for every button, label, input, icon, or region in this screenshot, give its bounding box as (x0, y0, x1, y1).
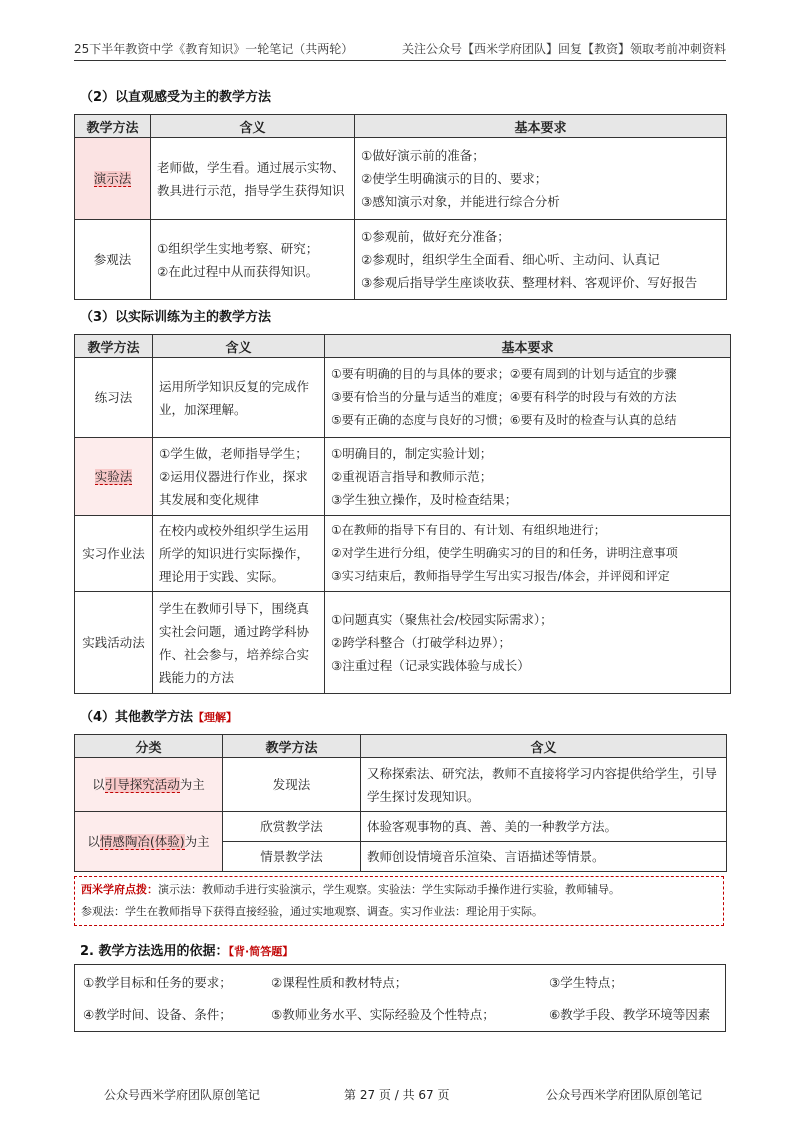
req-line: ②使学生明确演示的目的、要求； (361, 171, 548, 186)
req-line: ③注重过程（记录实践体验与成长） (331, 658, 530, 673)
footer-right: 公众号西米学府团队原创笔记 (546, 1088, 703, 1102)
category-suffix: 为主 (184, 834, 210, 849)
category-highlight: 引导探究活动 (104, 777, 180, 792)
col-header: 教学方法 (223, 735, 361, 758)
req-line: ③要有恰当的分量与适当的难度；④要有科学的时段与有效的方法 (331, 390, 677, 404)
meaning-cell: 又称探索法、研究法，教师不直接将学习内容提供给学生，引导学生探讨发现知识。 (361, 758, 727, 812)
meaning-cell (153, 438, 325, 516)
method-practice: 练习法 (75, 358, 153, 438)
category-suffix: 为主 (179, 777, 205, 792)
col-header: 基本要求 (325, 335, 731, 358)
method-cell (75, 138, 151, 220)
page-number: 第 27 页 / 共 67 页 (344, 1088, 450, 1102)
table-row (75, 516, 731, 592)
reqs-cell (355, 138, 727, 220)
category-cell (75, 812, 223, 872)
meaning-line: ①学生做，老师指导学生； (159, 446, 308, 461)
section4-title (80, 706, 237, 725)
meaning-line: ②在此过程中从而获得知识。 (157, 263, 319, 279)
method-experiment: 实验法 (94, 469, 133, 484)
method-demo: 演示法 (93, 171, 132, 186)
basis-item: ②课程性质和教材特点； (271, 975, 408, 990)
col-header: 含义 (361, 735, 727, 758)
method-visit: 参观法 (75, 220, 151, 300)
section4-tag: 【理解】 (193, 711, 238, 724)
footer-left: 公众号西米学府团队原创笔记 (104, 1088, 261, 1102)
col-header: 教学方法 (75, 115, 151, 138)
req-line: ①明确目的，制定实验计划； (331, 446, 493, 461)
req-line: ①问题真实（聚焦社会/校园实际需求）； (331, 612, 553, 627)
tip-box (74, 876, 724, 926)
table-row (75, 812, 727, 842)
meaning-line: ②运用仪器进行作业，探求其发展和变化规律 (159, 469, 308, 507)
basis-tag: 【背·简答题】 (228, 945, 294, 958)
basis-title (80, 940, 293, 959)
meaning-cell: 运用所学知识反复的完成作业，加深理解。 (153, 358, 325, 438)
category-highlight: 情感陶冶(体验) (99, 834, 185, 849)
req-line: ③感知演示对象，并能进行综合分析 (361, 194, 560, 209)
table-row (75, 138, 727, 220)
section2-title: （2）以直观感受为主的教学方法 (80, 90, 272, 105)
req-line: ②跨学科整合（打破学科边界）； (331, 635, 511, 650)
basis-box (74, 964, 726, 1032)
col-header: 含义 (153, 335, 325, 358)
meaning-cell: 在校内或校外组织学生运用所学的知识进行实际操作，理论用于实践、实际。 (153, 516, 325, 592)
req-line: ②对学生进行分组，使学生明确实习的目的和任务，讲明注意事项 (331, 546, 678, 560)
req-line: ①做好演示前的准备； (361, 148, 485, 163)
req-line: ③实习结束后，教师指导学生写出实习报告/体会，并评阅和评定 (331, 569, 670, 583)
meaning-line: ①组织学生实地考察、研究； (157, 240, 319, 256)
basis-item: ⑤教师业务水平、实际经验及个性特点； (271, 1007, 495, 1022)
method-practice-activity: 实践活动法 (75, 592, 153, 694)
tip-lead: 西米学府点拨： (81, 883, 158, 896)
section2-table (74, 114, 727, 300)
basis-item: ①教学目标和任务的要求； (83, 975, 232, 990)
method-cell (75, 438, 153, 516)
table-row (75, 358, 731, 438)
section3-table (74, 334, 731, 694)
meaning-cell: 学生在教师引导下，围绕真实社会问题，通过跨学科协作、社会参与，培养综合实践能力的方法 (153, 592, 325, 694)
section4-table (74, 734, 727, 872)
table-row (75, 592, 731, 694)
reqs-cell (325, 438, 731, 516)
reqs-cell (355, 220, 727, 300)
col-header: 含义 (151, 115, 355, 138)
category-cell (75, 758, 223, 812)
tip-line-2: 参观法：学生在教师指导下获得直接经验，通过实地观察、调查。实习作业法：理论用于实际。 (81, 905, 543, 918)
category-prefix: 以 (92, 777, 105, 792)
req-line: ②重视语言指导和教师示范； (331, 469, 493, 484)
basis-item: ④教学时间、设备、条件； (83, 1007, 232, 1022)
col-header: 分类 (75, 735, 223, 758)
table-row (75, 758, 727, 812)
method-internship: 实习作业法 (75, 516, 153, 592)
basis-title-text: 2. 教学方法选用的依据： (80, 944, 229, 959)
meaning-cell: 体验客观事物的真、善、美的一种教学方法。 (361, 812, 727, 842)
method-discovery: 发现法 (223, 758, 361, 812)
header-right-text: 关注公众号【西米学府团队】回复【教资】领取考前冲刺资料 (401, 42, 726, 56)
meaning-cell: 教师创设情境音乐渲染、言语描述等情景。 (361, 842, 727, 872)
table-row (75, 438, 731, 516)
reqs-cell (325, 516, 731, 592)
col-header: 教学方法 (75, 335, 153, 358)
req-line: ①要有明确的目的与具体的要求；②要有周到的计划与适宜的步骤 (331, 367, 677, 381)
tip-line-1 (81, 879, 717, 901)
req-line: ⑤要有正确的态度与良好的习惯；⑥要有及时的检查与认真的总结 (331, 413, 677, 427)
header-left-text: 25下半年教资中学《教育知识》一轮笔记（共两轮） (74, 42, 354, 56)
section3-title: （3）以实际训练为主的教学方法 (80, 310, 272, 325)
method-situational: 情景教学法 (223, 842, 361, 872)
basis-item: ③学生特点； (549, 975, 623, 990)
req-line: ③参观后指导学生座谈收获、整理材料、客观评价、写好报告 (361, 275, 698, 290)
req-line: ①参观前，做好充分准备； (361, 229, 510, 244)
req-line: ①在教师的指导下有目的、有计划、有组织地进行； (331, 523, 606, 537)
tip-text: 演示法：教师动手进行实验演示，学生观察。实验法：学生实际动手操作进行实验，教师辅导。 (158, 883, 620, 896)
meaning-cell (151, 220, 355, 300)
method-appreciation: 欣赏教学法 (223, 812, 361, 842)
page-header (74, 38, 726, 61)
reqs-cell (325, 358, 731, 438)
section4-title-text: （4）其他教学方法 (80, 710, 194, 725)
reqs-cell (325, 592, 731, 694)
table-row (75, 220, 727, 300)
col-header: 基本要求 (355, 115, 727, 138)
req-line: ②参观时，组织学生全面看、细心听、主动问、认真记 (361, 252, 660, 267)
req-line: ③学生独立操作，及时检查结果； (331, 492, 518, 507)
meaning-cell: 老师做，学生看。通过展示实物、教具进行示范，指导学生获得知识 (151, 138, 355, 220)
basis-item: ⑥教学手段、教学环境等因素 (549, 1007, 711, 1022)
category-prefix: 以 (87, 834, 100, 849)
